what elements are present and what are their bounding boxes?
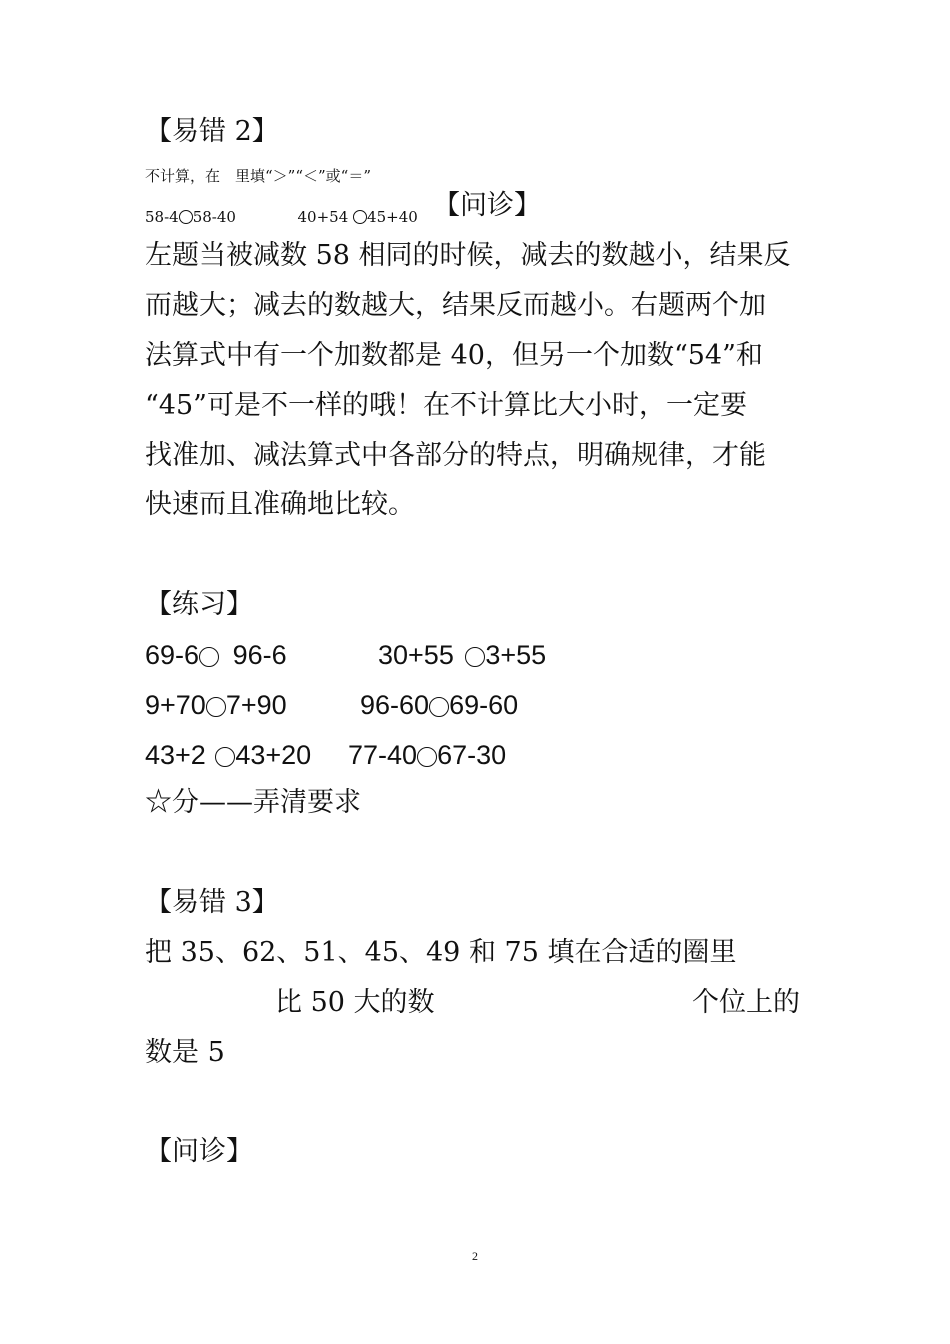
diagnosis-line: “45”可是不一样的哦！在不计算比大小时，一定要 xyxy=(145,390,747,421)
circle-label-ones-digit: 个位上的 xyxy=(692,987,800,1018)
practice-tip: ☆分——弄清要求 xyxy=(145,787,361,818)
expr1-right: 58-40 xyxy=(192,208,236,226)
practice-expr: 43+20 xyxy=(235,740,312,770)
practice-expr: 3+55 xyxy=(485,640,547,670)
expr1-left: 58-4 xyxy=(145,208,179,226)
compare-circle[interactable] xyxy=(353,210,367,224)
error2-expressions xyxy=(145,207,418,227)
error3-heading: 【易错 3】 xyxy=(145,887,279,918)
practice-row xyxy=(145,689,287,721)
practice-expr: 69-60 xyxy=(449,690,519,720)
page-number: 2 xyxy=(472,1249,478,1263)
compare-circle[interactable] xyxy=(199,647,219,667)
compare-circle[interactable] xyxy=(179,210,193,224)
error2-diagnosis-heading: 【问诊】 xyxy=(433,190,541,221)
diagnosis-line: 法算式中有一个加数都是 40，但另一个加数“54”和 xyxy=(145,340,763,371)
practice-row xyxy=(348,739,506,771)
error3-instruction: 把 35、62、51、45、49 和 75 填在合适的圈里 xyxy=(145,937,737,968)
compare-circle[interactable] xyxy=(417,747,437,767)
practice-expr: 77-40 xyxy=(348,740,418,770)
error2-heading: 【易错 2】 xyxy=(145,116,279,147)
practice-row xyxy=(145,639,287,671)
compare-circle[interactable] xyxy=(429,697,449,717)
circle-label-greater-50: 比 50 大的数 xyxy=(275,987,435,1018)
diagnosis-line: 找准加、减法算式中各部分的特点，明确规律，才能 xyxy=(145,440,766,471)
error3-diagnosis-heading: 【问诊】 xyxy=(145,1136,253,1167)
practice-expr: 69-6 xyxy=(145,640,200,670)
practice-row xyxy=(360,689,518,721)
diagnosis-line: 快速而且准确地比较。 xyxy=(145,489,415,520)
practice-expr: 7+90 xyxy=(225,690,287,720)
practice-expr: 30+55 xyxy=(378,640,454,670)
compare-circle[interactable] xyxy=(465,647,485,667)
diagnosis-line: 左题当被减数 58 相同的时候，减去的数越小，结果反 xyxy=(145,240,791,271)
practice-expr: 96-6 xyxy=(232,640,287,670)
practice-expr: 43+2 xyxy=(145,740,206,770)
expr2-left: 40+54 xyxy=(297,208,349,226)
practice-row xyxy=(378,639,546,671)
expr2-right: 45+40 xyxy=(367,208,418,226)
practice-row xyxy=(145,739,311,771)
diagnosis-line: 而越大；减去的数越大，结果反而越小。右题两个加 xyxy=(145,290,766,321)
circle-label-ones-digit-cont: 数是 5 xyxy=(145,1037,225,1068)
practice-heading: 【练习】 xyxy=(145,589,253,620)
practice-expr: 96-60 xyxy=(360,690,430,720)
practice-expr: 67-30 xyxy=(437,740,507,770)
compare-circle[interactable] xyxy=(206,697,226,717)
practice-expr: 9+70 xyxy=(145,690,206,720)
compare-circle[interactable] xyxy=(215,747,235,767)
error2-instruction: 不计算，在 里填“＞”“＜”或“＝” xyxy=(145,167,372,185)
